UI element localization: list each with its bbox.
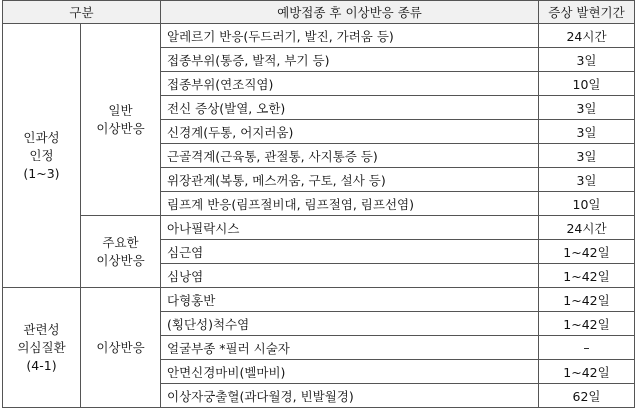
onset-value: 24시간: [539, 24, 635, 48]
subgroup-label-general: 일반 이상반응: [81, 24, 161, 216]
onset-value: 62일: [539, 384, 635, 408]
onset-value: 3일: [539, 168, 635, 192]
reaction-item: 이상자궁출혈(과다월경, 빈발월경): [161, 384, 539, 408]
onset-value: 1~42일: [539, 240, 635, 264]
onset-value: 3일: [539, 48, 635, 72]
reaction-item: 심낭염: [161, 264, 539, 288]
table-row: [3, 288, 635, 312]
table-row: [3, 24, 635, 48]
reaction-item: 접종부위(통증, 발적, 부기 등): [161, 48, 539, 72]
reaction-item: 아나필락시스: [161, 216, 539, 240]
onset-value: 1~42일: [539, 360, 635, 384]
reaction-item: 근골격계(근육통, 관절통, 사지통증 등): [161, 144, 539, 168]
reaction-item: 신경계(두통, 어지러움): [161, 120, 539, 144]
group-label-causality: 인과성 인정 (1~3): [3, 24, 81, 288]
header-onset: 증상 발현기간: [539, 1, 635, 24]
reaction-item: 얼굴부종 *필러 시술자: [161, 336, 539, 360]
reaction-item: 위장관계(복통, 메스꺼움, 구토, 설사 등): [161, 168, 539, 192]
onset-value: 10일: [539, 72, 635, 96]
onset-value: 1~42일: [539, 312, 635, 336]
subgroup-label-major: 주요한 이상반응: [81, 216, 161, 288]
reaction-item: 림프계 반응(림프절비대, 림프절염, 림프선염): [161, 192, 539, 216]
onset-value: 3일: [539, 120, 635, 144]
onset-value: 1~42일: [539, 264, 635, 288]
subgroup-label-adverse: 이상반응: [81, 288, 161, 408]
adverse-reaction-table: [2, 0, 635, 408]
reaction-item: 알레르기 반응(두드러기, 발진, 가려움 등): [161, 24, 539, 48]
group-label-suspected: 관련성 의심질환 (4-1): [3, 288, 81, 408]
onset-value: 3일: [539, 144, 635, 168]
reaction-item: 안면신경마비(벨마비): [161, 360, 539, 384]
reaction-item: 심근염: [161, 240, 539, 264]
header-category: 구분: [3, 1, 161, 24]
onset-value: 10일: [539, 192, 635, 216]
table-row: [3, 216, 635, 240]
reaction-item: 접종부위(연조직염): [161, 72, 539, 96]
reaction-item: 다형홍반: [161, 288, 539, 312]
table-header-row: [3, 1, 635, 24]
header-reaction-type: 예방접종 후 이상반응 종류: [161, 1, 539, 24]
reaction-item: 전신 증상(발열, 오한): [161, 96, 539, 120]
onset-value: 24시간: [539, 216, 635, 240]
onset-value: 3일: [539, 96, 635, 120]
onset-value: 1~42일: [539, 288, 635, 312]
onset-value: –: [539, 336, 635, 360]
reaction-item: (횡단성)척수염: [161, 312, 539, 336]
